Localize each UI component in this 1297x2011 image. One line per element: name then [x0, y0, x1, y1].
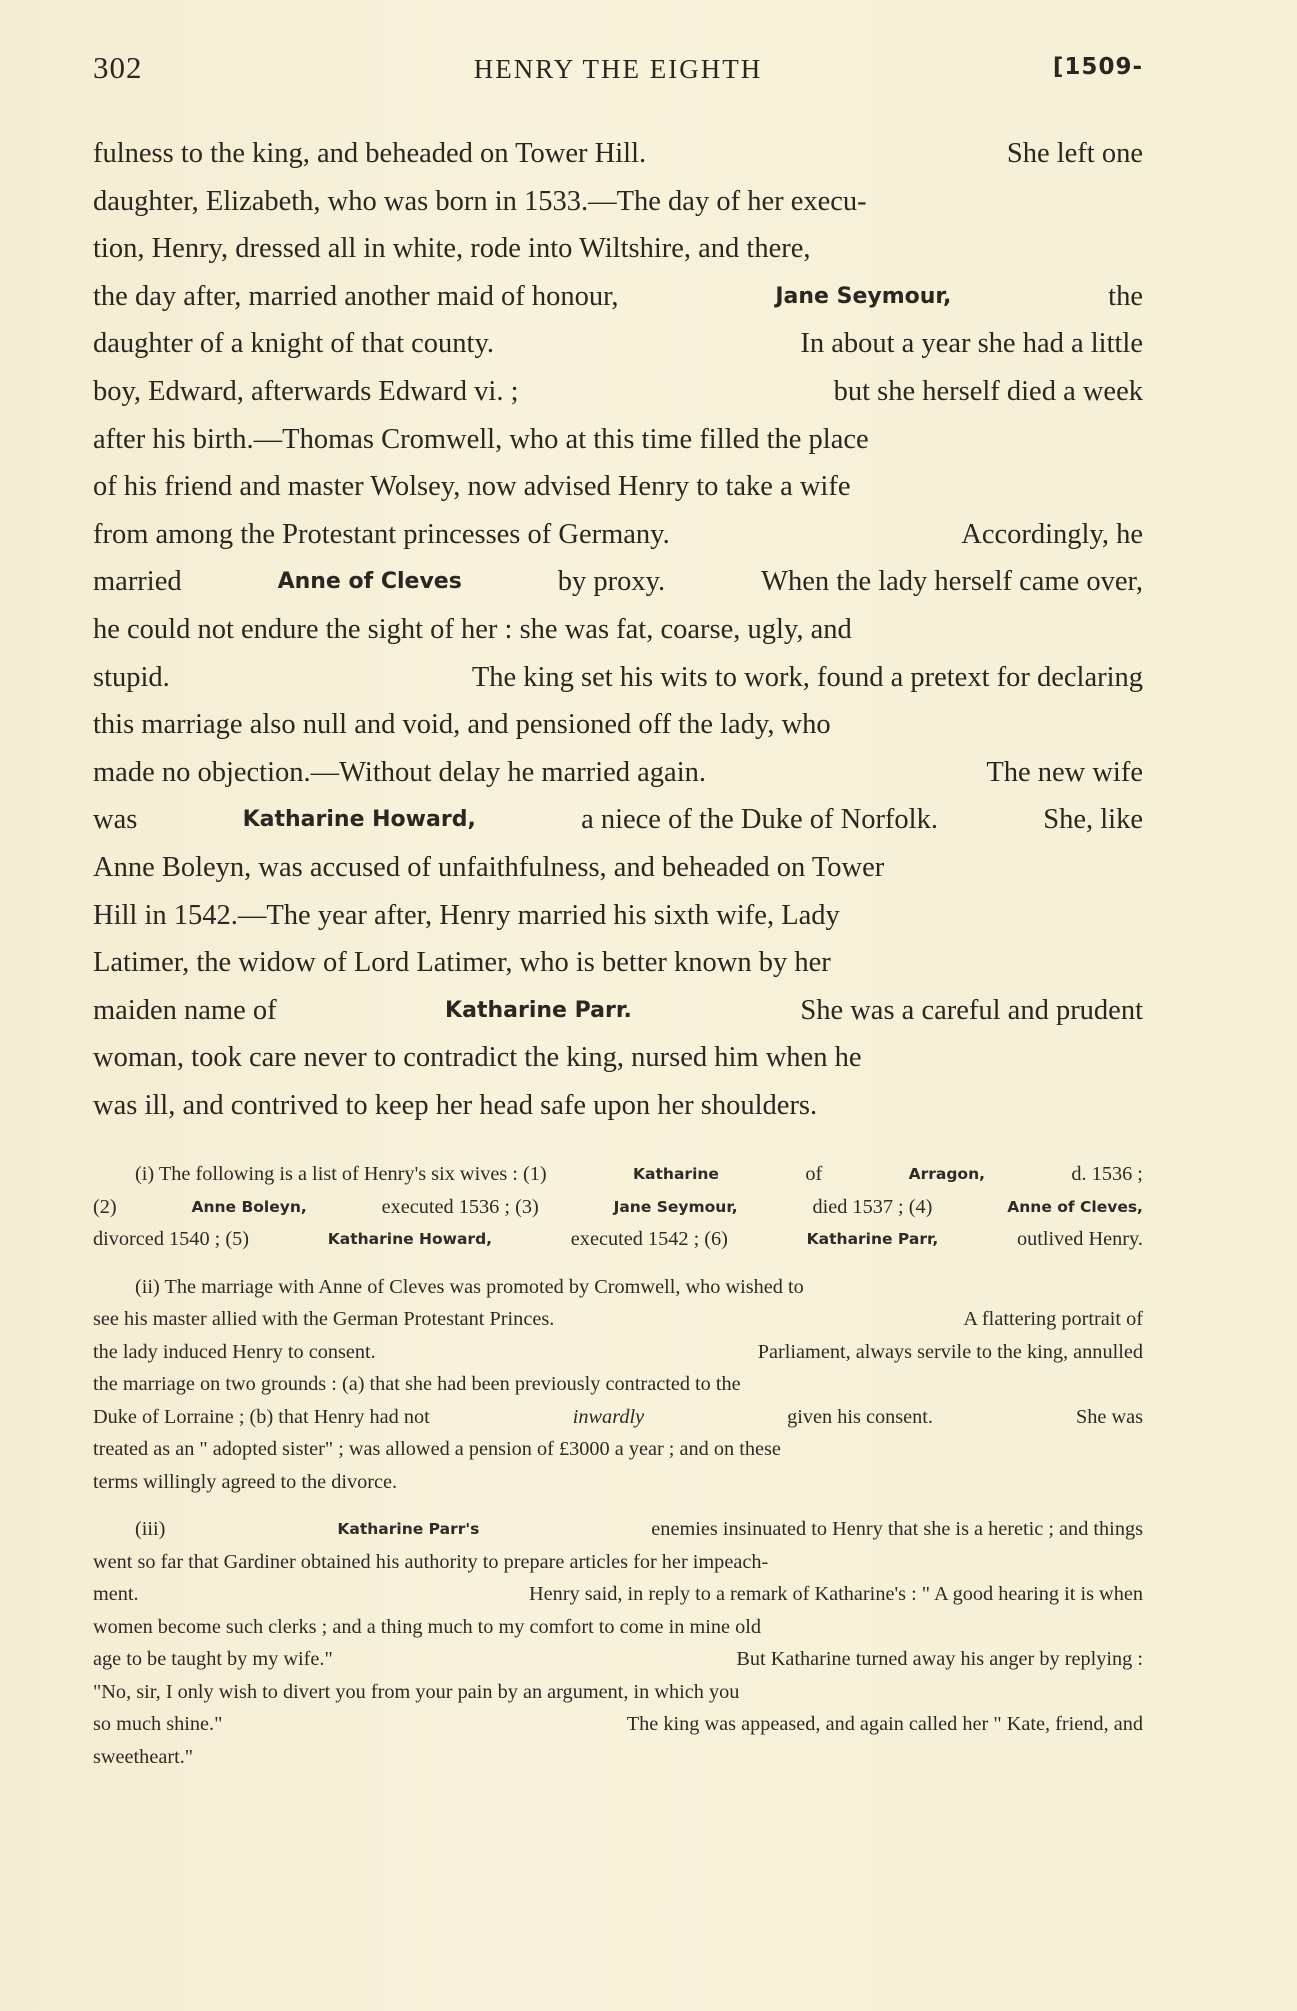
- name-jane-seymour: Jane Seymour,: [775, 283, 952, 309]
- text-line: [93, 939, 1143, 987]
- text-run: the: [1108, 280, 1143, 312]
- text-line: [93, 1034, 1143, 1082]
- text-line: [93, 606, 1143, 654]
- note-line: [93, 1741, 1143, 1774]
- text-run: Latimer, the widow of Lord Latimer, who is better known by her: [93, 947, 831, 979]
- text-run: d. 1536 ;: [1071, 1163, 1143, 1185]
- note-line: [93, 1611, 1143, 1644]
- text-run: after his birth.—Thomas Cromwell, who at this time filled the place: [93, 423, 869, 455]
- text-run: from among the Protestant princesses of Germany.: [93, 518, 670, 550]
- italic-word: inwardly: [572, 1405, 645, 1428]
- note-line: [93, 1513, 1143, 1546]
- text-run: tion, Henry, dressed all in white, rode into Wiltshire, and there,: [93, 233, 811, 265]
- bold-name: Katharine Howard,: [327, 1230, 493, 1248]
- text-line: [93, 654, 1143, 702]
- text-run: age to be taught by my wife.": [93, 1648, 333, 1670]
- text-run: The king set his wits to work, found a pretext for declaring: [471, 661, 1143, 693]
- footnote-1: [93, 1158, 1143, 1256]
- text-run: Hill in 1542.—The year after, Henry married his sixth wife, Lady: [93, 899, 840, 931]
- text-run: fulness to the king, and beheaded on Tower Hill.: [93, 138, 647, 169]
- note-line: [93, 1466, 1143, 1499]
- note-line: [93, 1708, 1143, 1741]
- text-run: She left one: [1006, 138, 1143, 169]
- note-line: [93, 1158, 1143, 1191]
- running-title: HENRY THE EIGHTH: [473, 54, 763, 84]
- text-run: given his consent.: [787, 1405, 933, 1428]
- text-run: sweetheart.": [93, 1745, 194, 1768]
- text-run: was ill, and contrived to keep her head safe upon her shoulders.: [93, 1089, 818, 1121]
- text-run: died 1537 ; (4): [812, 1195, 933, 1218]
- bold-name: Arragon,: [908, 1165, 986, 1183]
- text-run: "No, sir, I only wish to divert you from your pain by an argument, in which you: [93, 1680, 740, 1703]
- text-run: The new wife: [986, 756, 1143, 788]
- text-run: But Katharine turned away his anger by replying :: [736, 1648, 1143, 1670]
- text-run: so much shine.": [93, 1713, 223, 1735]
- text-line: [93, 749, 1143, 797]
- text-run: maiden name of: [93, 994, 277, 1026]
- bold-name: Katharine: [633, 1165, 719, 1183]
- text-run: terms willingly agreed to the divorce.: [93, 1470, 398, 1493]
- text-run: went so far that Gardiner obtained his authority to prepare articles for her impeach-: [93, 1550, 769, 1573]
- text-line: [93, 558, 1143, 606]
- text-run: the marriage on two grounds : (a) that she had been previously contracted to the: [93, 1373, 741, 1395]
- text-run: executed 1542 ; (6): [570, 1228, 728, 1250]
- text-run: In about a year she had a little: [800, 328, 1143, 360]
- text-run: but she herself died a week: [833, 375, 1143, 407]
- footnotes: [93, 1158, 1143, 1788]
- text-run: outlived Henry.: [1016, 1228, 1143, 1250]
- text-run: made no objection.—Without delay he married again.: [93, 756, 706, 788]
- text-line: [93, 987, 1143, 1035]
- text-line: [93, 320, 1143, 368]
- text-line: [93, 892, 1143, 940]
- text-run: by proxy.: [557, 566, 666, 598]
- text-run: of: [805, 1163, 823, 1185]
- text-run: She was a careful and prudent: [800, 994, 1143, 1026]
- text-run: (iii): [135, 1518, 166, 1540]
- name-katharine-parr: Katharine Parr.: [445, 997, 632, 1023]
- footnote-2: [93, 1271, 1143, 1499]
- text-run: was: [93, 804, 138, 836]
- main-text: [93, 130, 1143, 1129]
- note-line: [93, 1578, 1143, 1611]
- text-run: When the lady herself came over,: [761, 566, 1143, 598]
- bold-name: Katharine Parr,: [806, 1230, 939, 1248]
- note-line: [93, 1336, 1143, 1369]
- note-line: [93, 1643, 1143, 1676]
- name-anne-of-cleves: Anne of Cleves: [277, 569, 462, 595]
- text-run: a niece of the Duke of Norfolk.: [581, 804, 938, 836]
- bold-name: Anne of Cleves,: [1007, 1197, 1143, 1216]
- text-run: The king was appeased, and again called her " Kate, friend, and: [626, 1713, 1143, 1735]
- text-run: Accordingly, he: [961, 518, 1143, 550]
- text-run: daughter of a knight of that county.: [93, 328, 495, 360]
- page-number: 302: [93, 50, 143, 85]
- text-run: treated as an " adopted sister" ; was allowed a pension of £3000 a year ; and on these: [93, 1438, 781, 1460]
- text-run: A flattering portrait of: [963, 1308, 1143, 1330]
- text-line: [93, 273, 1143, 321]
- note-line: [93, 1368, 1143, 1401]
- text-line: [93, 416, 1143, 464]
- text-run: executed 1536 ; (3): [381, 1195, 539, 1218]
- text-run: divorced 1540 ; (5): [93, 1228, 250, 1250]
- note-line: [93, 1433, 1143, 1466]
- text-run: see his master allied with the German Protestant Princes.: [93, 1308, 555, 1330]
- text-run: She, like: [1043, 804, 1143, 836]
- text-line: [93, 130, 1143, 178]
- note-line: [93, 1271, 1143, 1304]
- text-line: [93, 178, 1143, 226]
- text-run: women become such clerks ; and a thing much to my comfort to come in mine old: [93, 1615, 761, 1638]
- text-run: Henry said, in reply to a remark of Katharine's : " A good hearing it is when: [528, 1583, 1143, 1605]
- footnote-3: [93, 1513, 1143, 1773]
- name-katharine-howard: Katharine Howard,: [242, 807, 476, 833]
- text-run: Duke of Lorraine ; (b) that Henry had not: [93, 1405, 430, 1428]
- bold-name: Katharine Parr's: [337, 1520, 480, 1538]
- text-line: [93, 463, 1143, 511]
- text-line: [93, 1082, 1143, 1130]
- text-run: boy, Edward, afterwards Edward vi. ;: [93, 375, 519, 407]
- text-line: [93, 796, 1143, 844]
- bold-name: Jane Seymour,: [613, 1197, 738, 1216]
- text-run: stupid.: [93, 661, 170, 693]
- text-line: [93, 844, 1143, 892]
- bold-name: Anne Boleyn,: [191, 1197, 307, 1216]
- text-run: this marriage also null and void, and pensioned off the lady, who: [93, 709, 831, 741]
- running-header: [93, 50, 1143, 100]
- text-run: enemies insinuated to Henry that she is a heretic ; and things: [651, 1518, 1143, 1540]
- text-run: daughter, Elizabeth, who was born in 1533.—The day of her execu-: [93, 185, 867, 217]
- text-run: he could not endure the sight of her : she was fat, coarse, ugly, and: [93, 613, 852, 645]
- text-run: of his friend and master Wolsey, now advised Henry to take a wife: [93, 471, 851, 503]
- text-line: [93, 511, 1143, 559]
- text-run: Anne Boleyn, was accused of unfaithfulness, and beheaded on Tower: [93, 851, 885, 883]
- note-line: [93, 1191, 1143, 1224]
- text-run: (ii) The marriage with Anne of Cleves was promoted by Cromwell, who wished to: [135, 1275, 804, 1298]
- text-run: the lady induced Henry to consent.: [93, 1340, 376, 1363]
- text-run: married: [93, 566, 182, 598]
- note-line: [93, 1401, 1143, 1434]
- text-run: ment.: [93, 1583, 139, 1605]
- text-run: (2): [93, 1195, 117, 1218]
- date-range: [1509-: [1052, 54, 1143, 80]
- text-line: [93, 701, 1143, 749]
- text-run: (i) The following is a list of Henry's six wives : (1): [135, 1163, 547, 1185]
- note-line: [93, 1676, 1143, 1709]
- text-run: the day after, married another maid of honour,: [93, 280, 619, 312]
- text-line: [93, 225, 1143, 273]
- text-run: woman, took care never to contradict the king, nursed him when he: [93, 1042, 862, 1074]
- text-run: Parliament, always servile to the king, annulled: [757, 1340, 1143, 1363]
- note-line: [93, 1223, 1143, 1256]
- note-line: [93, 1546, 1143, 1579]
- text-line: [93, 368, 1143, 416]
- note-line: [93, 1303, 1143, 1336]
- text-run: She was: [1075, 1405, 1143, 1428]
